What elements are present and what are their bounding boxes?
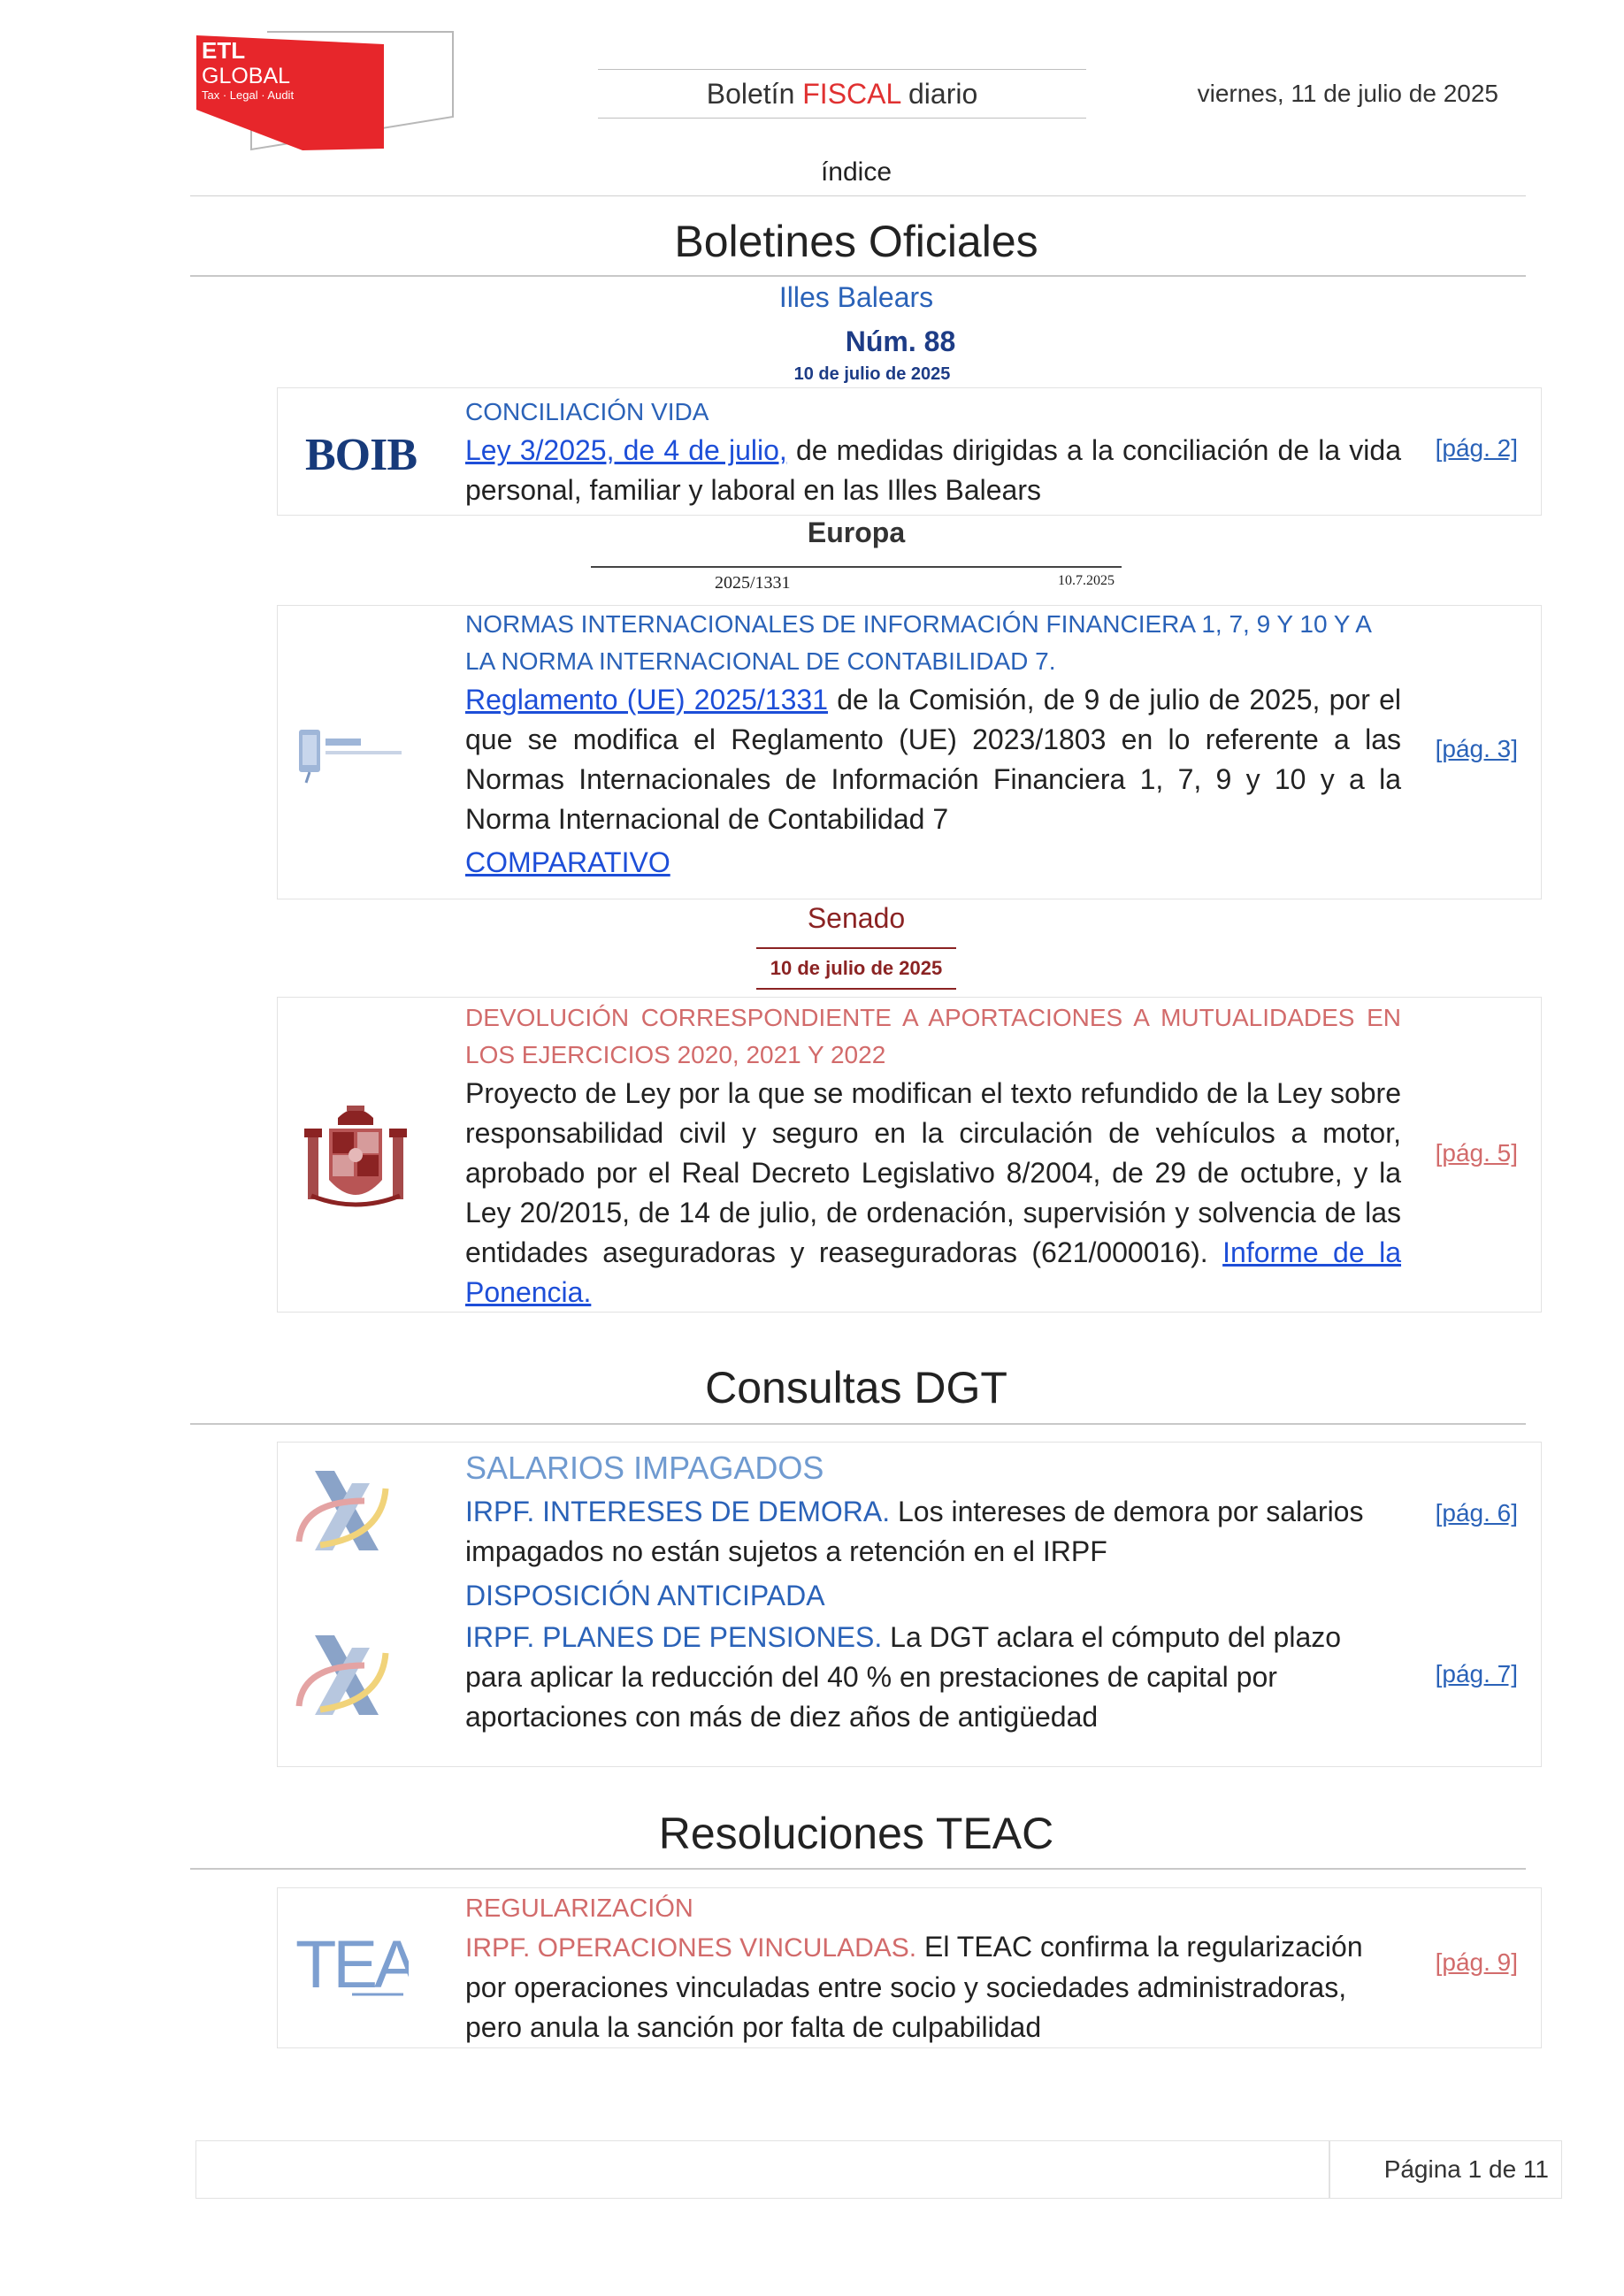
europa-text	[465, 680, 1401, 839]
page-footer	[195, 2140, 1562, 2199]
section-divider-dgt	[190, 1423, 1526, 1425]
senado-report-link[interactable]: Informe de la Ponencia.	[465, 1236, 1402, 1308]
dgt-kicker-1: IRPF. INTERESES DE DEMORA.	[465, 1496, 891, 1527]
boib-date: 10 de julio de 2025	[793, 364, 951, 384]
comparativo-link[interactable]: COMPARATIVO	[465, 846, 670, 878]
dgt-heading-2: DISPOSICIÓN ANTICIPADA	[465, 1580, 825, 1611]
logo-global-text: GLOBAL	[202, 64, 291, 88]
europa-page-link[interactable]: [pág. 3]	[1435, 735, 1518, 762]
dgt-page-link-2[interactable]: [pág. 7]	[1435, 1660, 1518, 1688]
senado-kicker: DEVOLUCIÓN CORRESPONDIENTE A APORTACIONES A MUTUALIDADES EN LOS EJERCICIOS 2020, 2021 Y 2022	[465, 1004, 1401, 1068]
subsection-europa: Europa	[807, 517, 906, 548]
card-dgt	[277, 1442, 1542, 1767]
card-europa	[277, 605, 1542, 899]
bulletin-title-suffix: diario	[900, 78, 978, 110]
teac-description: El TEAC confirma la regularización por operaciones vinculadas entre socio y sociedades administradoras, pero anula la sanción por falta de culpabilidad	[465, 1931, 1363, 2043]
europa-description: de la Comisión, de 9 de julio de 2025, por el que se modifica el Reglamento (UE) 2023/1803 en lo referente a las Normas Internacionales de Información Financiera 1, 7, 9 y 10 y a la Norma Internacional de Contabilidad 7	[465, 684, 1402, 835]
teac-text	[465, 1927, 1401, 2047]
subsection-senado: Senado	[807, 902, 906, 934]
bulletin-date: viernes, 11 de julio de 2025	[1197, 80, 1498, 107]
aeat-logo-icon	[294, 1466, 391, 1558]
section-divider-boletines	[190, 275, 1526, 277]
footer-divider	[1329, 2141, 1330, 2198]
boib-number: Núm. 88	[845, 325, 956, 357]
doue-header-rule	[591, 566, 1122, 568]
subsection-illes-balears: Illes Balears	[778, 281, 934, 313]
boib-description: de medidas dirigidas a la conciliación de la vida personal, familiar y laboral en las Illes Balears	[465, 434, 1402, 506]
boib-kicker: CONCILIACIÓN VIDA	[465, 398, 709, 425]
section-title-boletines: Boletines Oficiales	[674, 217, 1038, 266]
eur-lex-icon	[295, 726, 410, 792]
senado-rule-bottom	[756, 988, 956, 990]
index-link[interactable]: índice	[820, 157, 892, 187]
senado-rule-top	[756, 947, 956, 949]
senado-date: 10 de julio de 2025	[770, 957, 943, 979]
etl-global-logo	[196, 30, 462, 154]
logo-etl-text: ETL	[202, 37, 246, 64]
aeat-logo-icon	[294, 1630, 391, 1723]
bulletin-title	[598, 69, 1086, 119]
card-boib	[277, 387, 1542, 516]
section-title-dgt: Consultas DGT	[705, 1363, 1007, 1412]
spain-coat-of-arms-icon	[303, 1100, 409, 1218]
teac-kicker: IRPF. OPERACIONES VINCULADAS.	[465, 1933, 917, 1963]
europa-regulation-link[interactable]: Reglamento (UE) 2025/1331	[465, 684, 829, 716]
doue-reference: 2025/1331	[715, 573, 791, 593]
senado-page-link[interactable]: [pág. 5]	[1435, 1139, 1518, 1167]
tea-logo-text: TEA	[295, 1929, 409, 2000]
senado-text	[465, 1074, 1401, 1313]
card-teac	[277, 1887, 1542, 2048]
europa-kicker: NORMAS INTERNACIONALES DE INFORMACIÓN FINANCIERA 1, 7, 9 Y 10 Y A LA NORMA INTERNACIONAL DE CONTABILIDAD 7.	[465, 610, 1371, 675]
card-senado	[277, 997, 1542, 1313]
boib-page-link[interactable]: [pág. 2]	[1435, 434, 1518, 462]
dgt-description-2: La DGT aclara el cómputo del plazo para aplicar la reducción del 40 % en prestaciones de capital por aportaciones con más de diez años de antigüedad	[465, 1621, 1342, 1733]
teac-heading: REGULARIZACIÓN	[465, 1894, 693, 1923]
dgt-page-link-1[interactable]: [pág. 6]	[1435, 1499, 1518, 1527]
index-divider	[190, 195, 1526, 196]
boib-text	[465, 431, 1401, 510]
section-divider-teac	[190, 1868, 1526, 1870]
dgt-heading-1: SALARIOS IMPAGADOS	[465, 1450, 824, 1486]
dgt-text-2	[465, 1618, 1401, 1737]
dgt-description-1: Los intereses de demora por salarios impagados no están sujetos a retención en el IRPF	[465, 1496, 1364, 1567]
tea-logo-icon	[294, 1929, 409, 2004]
boib-law-link[interactable]: Ley 3/2025, de 4 de julio,	[465, 434, 787, 466]
bulletin-title-prefix: Boletín	[706, 78, 803, 110]
senado-description: Proyecto de Ley por la que se modifican el texto refundido de la Ley sobre responsabilidad civil y seguro en la circulación de vehículos a motor, aprobado por el Real Decreto Legislativo 8/2004, de 29 de octubre, y la Ley 20/2015, de 14 de julio, de ordenación, supervisión y solvencia de las entidades aseguradoras y reaseguradoras (621/000016).	[465, 1077, 1401, 1268]
bulletin-title-accent: FISCAL	[802, 78, 901, 110]
dgt-kicker-2: IRPF. PLANES DE PENSIONES.	[465, 1621, 883, 1653]
logo-tagline-text: Tax · Legal · Audit	[202, 88, 295, 102]
teac-page-link[interactable]: [pág. 9]	[1435, 1948, 1518, 1976]
dgt-text-1	[465, 1492, 1401, 1572]
page-number: Página 1 de 11	[1383, 2155, 1549, 2183]
section-title-teac: Resoluciones TEAC	[658, 1809, 1054, 1858]
boib-logo-icon: BOIB	[304, 430, 417, 480]
doue-date: 10.7.2025	[1058, 573, 1115, 588]
